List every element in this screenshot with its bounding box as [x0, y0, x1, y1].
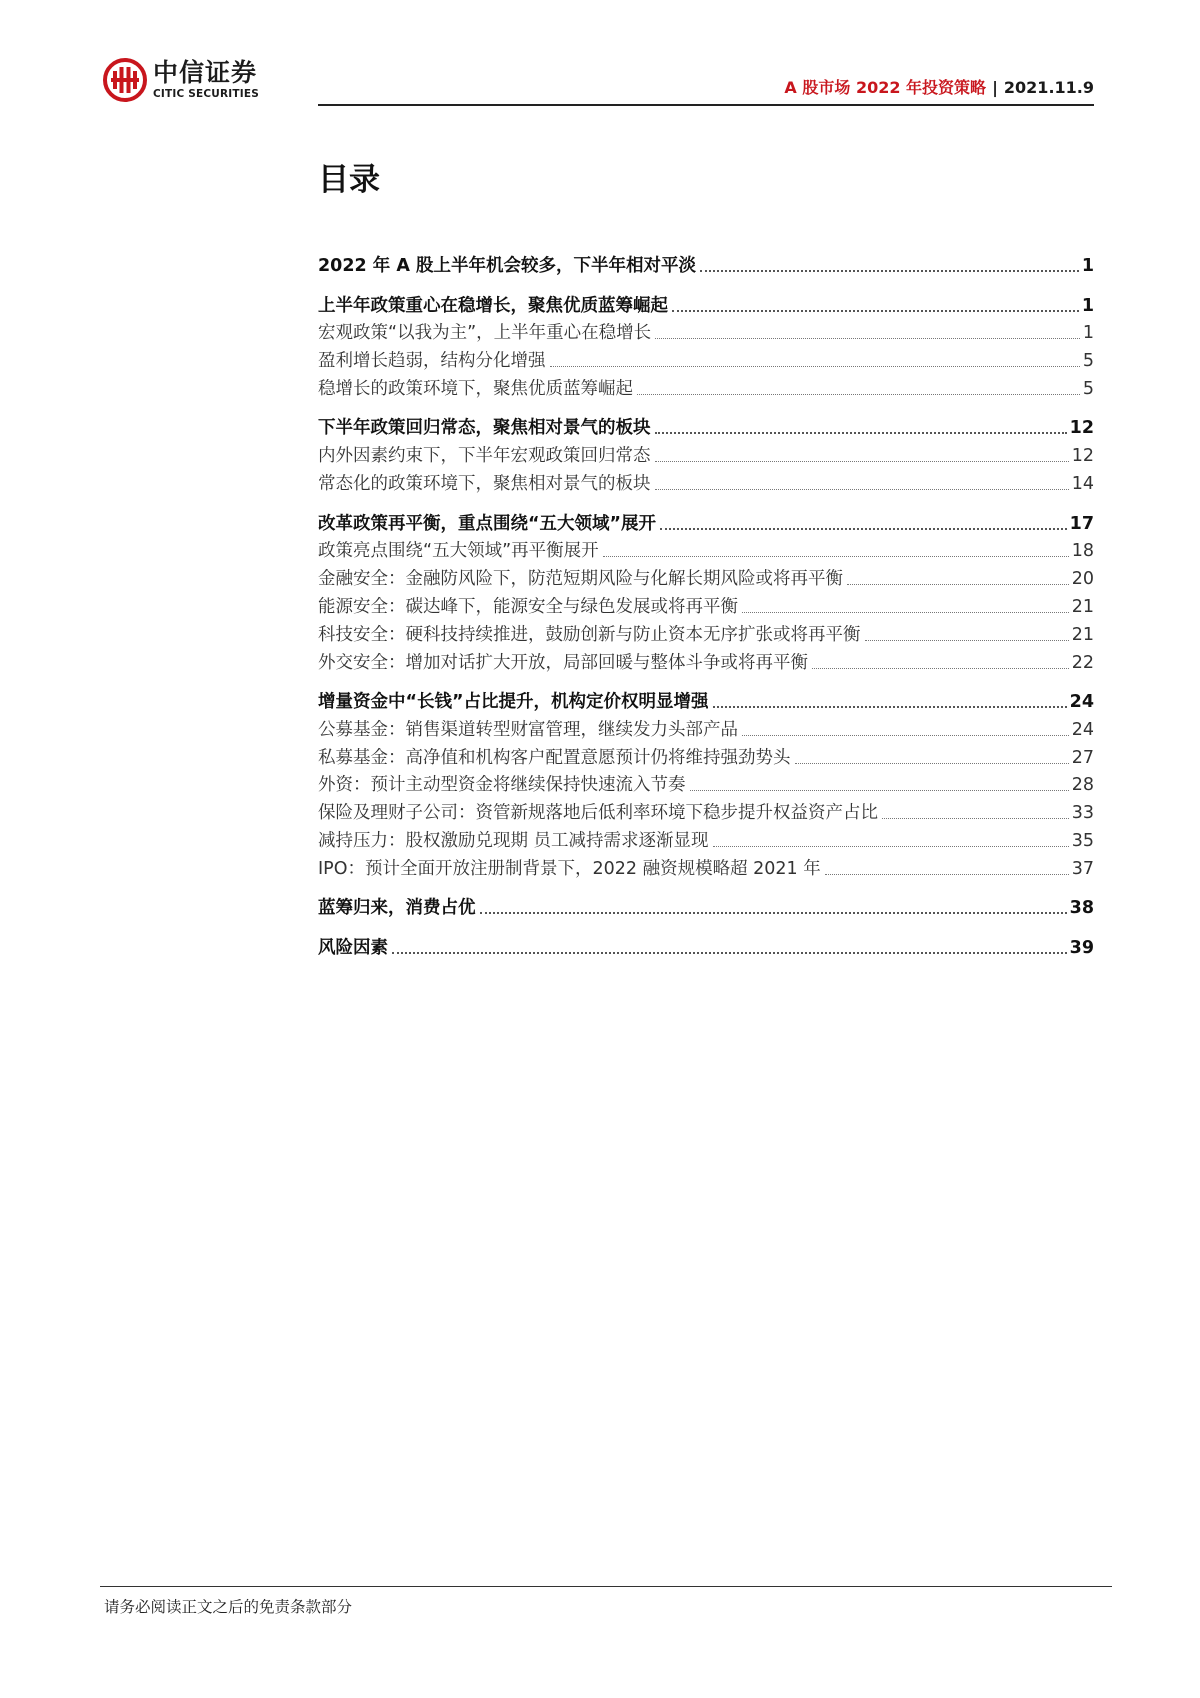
brand-name-cn: 中信证券	[153, 58, 258, 87]
toc-entry-text: 上半年政策重心在稳增长，聚焦优质蓝筹崛起	[318, 295, 668, 316]
toc-entry-text: 盈利增长趋弱，结构分化增强	[318, 351, 546, 372]
toc-leader-dots	[713, 706, 1067, 708]
toc-entry-text: 保险及理财子公司：资管新规落地后低利率环境下稳步提升权益资产占比	[318, 803, 878, 824]
report-header	[784, 78, 1094, 98]
toc-page-number: 35	[1071, 831, 1094, 851]
toc-page-number: 22	[1071, 652, 1094, 673]
toc-leader-dots	[392, 952, 1067, 954]
toc-entry-text: 能源安全：碳达峰下，能源安全与绿色发展或将再平衡	[318, 596, 738, 617]
toc-leader-dots	[742, 612, 1069, 613]
toc-heading-row[interactable]	[318, 686, 1094, 714]
header-separator: |	[992, 78, 998, 97]
toc-page-number: 38	[1069, 898, 1094, 919]
toc-leader-dots	[795, 763, 1069, 764]
toc-page-number: 12	[1071, 446, 1094, 467]
toc-page-number: 5	[1082, 351, 1094, 372]
citic-emblem-icon	[103, 58, 147, 102]
toc-subheading-row[interactable]	[318, 742, 1094, 770]
toc-page-number: 33	[1071, 803, 1094, 824]
toc-leader-dots	[690, 790, 1069, 791]
toc-subheading-row[interactable]	[318, 373, 1094, 401]
toc-heading-row[interactable]	[318, 508, 1094, 536]
toc-page-number: 17	[1069, 513, 1094, 534]
toc-subheading-row[interactable]	[318, 345, 1094, 373]
toc-page-number: 21	[1071, 624, 1094, 645]
toc-page-number: 18	[1071, 541, 1094, 562]
toc-leader-dots	[713, 846, 1069, 847]
toc-leader-dots	[672, 310, 1079, 312]
footer-divider	[100, 1586, 1112, 1587]
toc-entry-text: 私募基金：高净值和机构客户配置意愿预计仍将维持强劲势头	[318, 747, 791, 768]
toc-entry-text: 稳增长的政策环境下，聚焦优质蓝筹崛起	[318, 378, 633, 399]
toc-heading-row[interactable]	[318, 932, 1094, 960]
toc-page-number: 5	[1082, 378, 1094, 399]
toc-subheading-row[interactable]	[318, 853, 1094, 881]
toc-entry-text: 科技安全：硬科技持续推进，鼓励创新与防止资本无序扩张或将再平衡	[318, 624, 861, 645]
toc-entry-text: 增量资金中“长钱”占比提升，机构定价权明显增强	[318, 692, 709, 712]
toc-subheading-row[interactable]	[318, 714, 1094, 742]
toc-leader-dots	[825, 874, 1069, 875]
toc-heading-row[interactable]	[318, 250, 1094, 278]
toc-page-number: 20	[1071, 569, 1094, 590]
toc-entry-text: 政策亮点围绕“五大领域”再平衡展开	[318, 541, 599, 562]
toc-leader-dots	[865, 640, 1069, 641]
toc-entry-text: 常态化的政策环境下，聚焦相对景气的板块	[318, 474, 651, 494]
toc-heading-row[interactable]	[318, 892, 1094, 920]
toc-entry-text: 金融安全：金融防风险下，防范短期风险与化解长期风险或将再平衡	[318, 569, 843, 590]
toc-leader-dots	[550, 366, 1080, 367]
toc-page-number: 24	[1069, 692, 1094, 712]
toc-entry-text: 风险因素	[318, 937, 388, 958]
toc-leader-dots	[655, 461, 1069, 462]
toc-page-number: 21	[1071, 596, 1094, 617]
toc-leader-dots	[742, 735, 1069, 736]
toc-leader-dots	[812, 668, 1069, 669]
header-divider	[318, 104, 1094, 106]
toc-subheading-row[interactable]	[318, 563, 1094, 591]
toc-entry-text: 减持压力：股权激励兑现期 员工减持需求逐渐显现	[318, 831, 709, 851]
toc-subheading-row[interactable]	[318, 591, 1094, 619]
toc-subheading-row[interactable]	[318, 619, 1094, 647]
report-date: 2021.11.9	[1003, 78, 1094, 97]
toc-leader-dots	[700, 270, 1079, 272]
toc-entry-text: 下半年政策回归常态，聚焦相对景气的板块	[318, 418, 651, 439]
toc-page-number: 12	[1069, 418, 1094, 439]
toc-page-number: 1	[1082, 323, 1094, 344]
citic-logo	[103, 58, 273, 106]
toc-subheading-row[interactable]	[318, 647, 1094, 675]
toc-entry-text: 2022 年 A 股上半年机会较多，下半年相对平淡	[318, 256, 697, 276]
toc-subheading-row[interactable]	[318, 797, 1094, 825]
toc-heading-row[interactable]	[318, 412, 1094, 440]
toc-page-number: 39	[1069, 937, 1094, 958]
toc-entry-text: 改革政策再平衡，重点围绕“五大领域”展开	[318, 513, 657, 534]
toc-page-number: 37	[1071, 858, 1094, 879]
toc-leader-dots	[882, 818, 1069, 819]
toc-leader-dots	[660, 528, 1067, 530]
toc-entry-text: 宏观政策“以我为主”，上半年重心在稳增长	[318, 323, 652, 344]
toc-leader-dots	[655, 432, 1067, 434]
toc-subheading-row[interactable]	[318, 769, 1094, 797]
toc-leader-dots	[655, 489, 1069, 490]
toc-title: 目录	[318, 162, 380, 198]
toc-entry-text: 内外因素约束下，下半年宏观政策回归常态	[318, 446, 651, 467]
toc-page-number: 27	[1071, 747, 1094, 768]
toc-entry-text: 公募基金：销售渠道转型财富管理，继续发力头部产品	[318, 719, 738, 740]
toc-entry-text: 外资：预计主动型资金将继续保持快速流入节奏	[318, 775, 686, 796]
toc-leader-dots	[603, 556, 1069, 557]
toc-leader-dots	[655, 338, 1080, 339]
toc-page-number: 1	[1081, 295, 1094, 316]
brand-name-en: CITIC SECURITIES	[153, 88, 260, 100]
toc-page-number: 1	[1081, 256, 1094, 276]
footer-disclaimer: 请务必阅读正文之后的免责条款部分	[104, 1598, 353, 1616]
toc-leader-dots	[480, 912, 1067, 914]
toc-subheading-row[interactable]	[318, 317, 1094, 345]
toc-subheading-row[interactable]	[318, 825, 1094, 853]
toc-entry-text: 外交安全：增加对话扩大开放，局部回暖与整体斗争或将再平衡	[318, 652, 808, 673]
toc-subheading-row[interactable]	[318, 468, 1094, 496]
report-title: A 股市场 2022 年投资策略	[784, 78, 987, 97]
toc-leader-dots	[637, 394, 1080, 395]
toc-page-number: 28	[1071, 775, 1094, 796]
toc-page-number: 14	[1071, 474, 1094, 494]
toc-heading-row[interactable]	[318, 290, 1094, 318]
toc-entry-text: 蓝筹归来，消费占优	[318, 898, 476, 919]
toc-subheading-row[interactable]	[318, 440, 1094, 468]
toc-entry-text: IPO：预计全面开放注册制背景下，2022 融资规模略超 2021 年	[318, 858, 821, 879]
toc-subheading-row[interactable]	[318, 535, 1094, 563]
toc-leader-dots	[847, 584, 1069, 585]
toc-page-number: 24	[1071, 719, 1094, 740]
